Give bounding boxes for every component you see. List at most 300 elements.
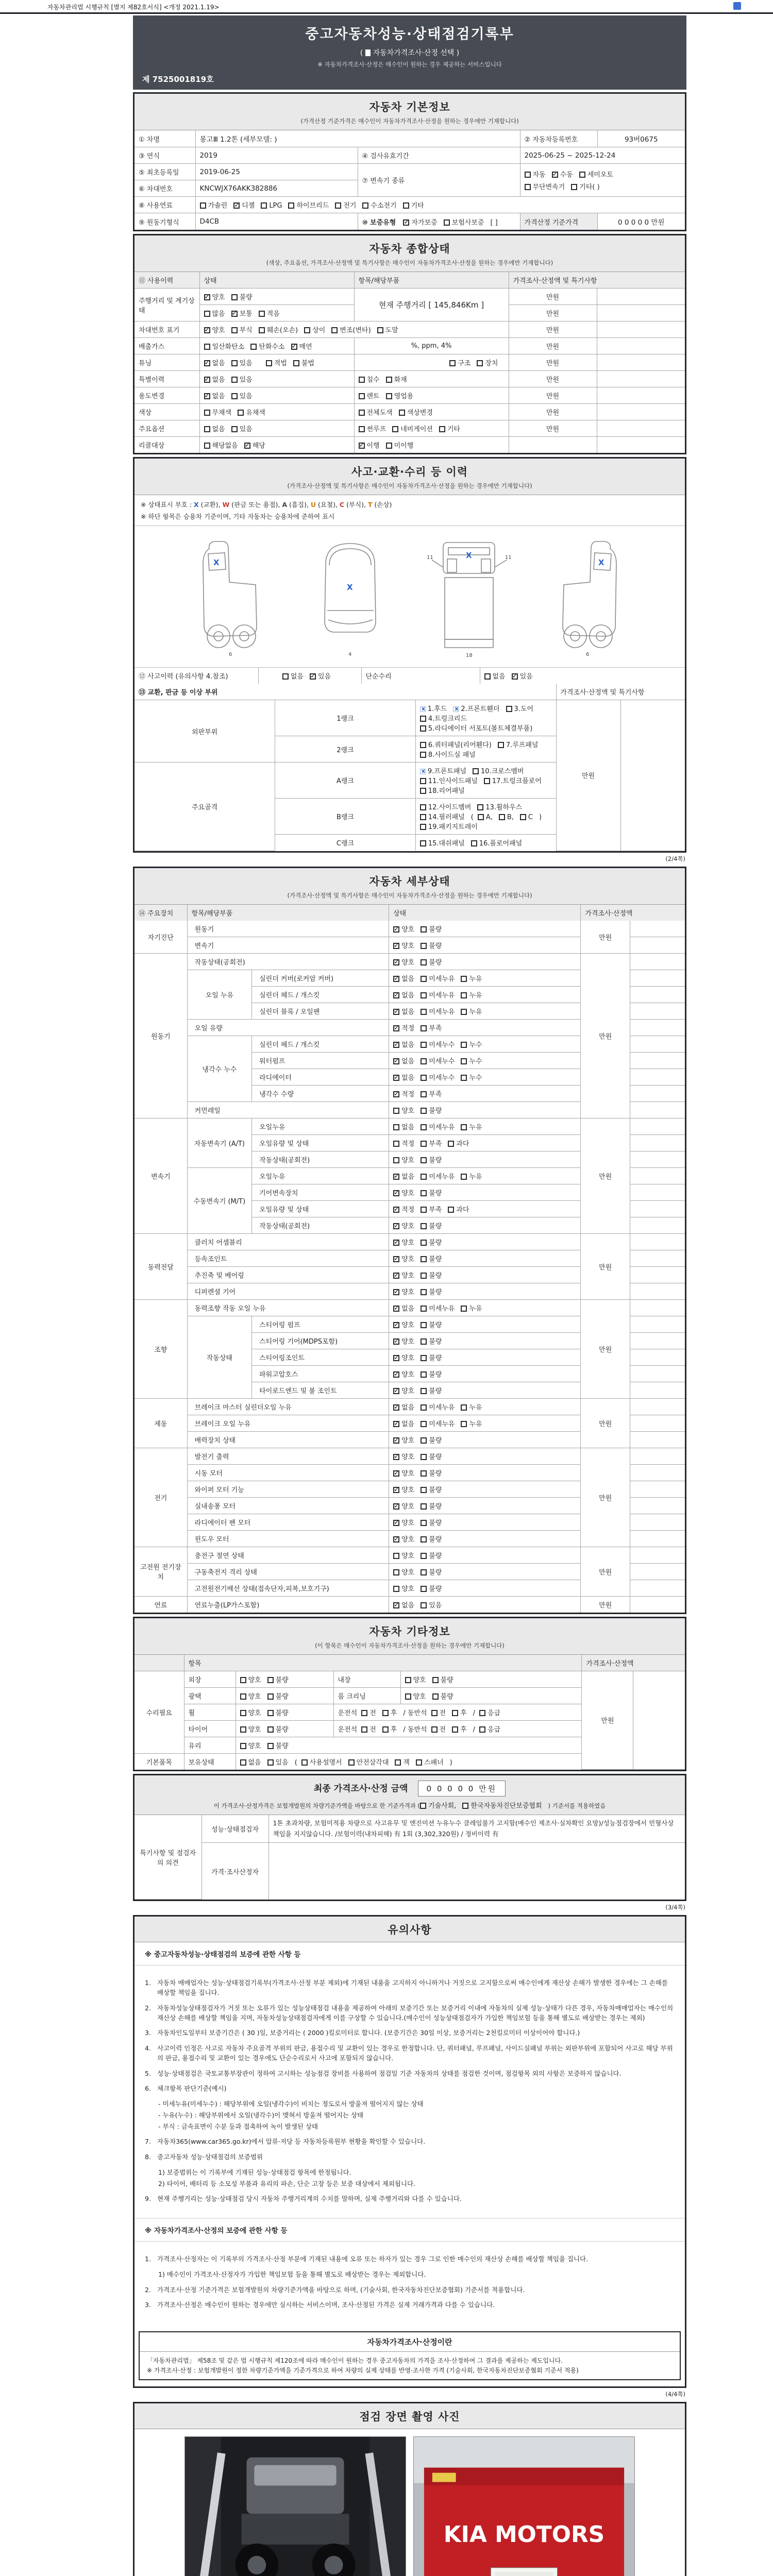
checkbox-option[interactable]: LPG [261,202,282,210]
unchecked-checkbox-icon[interactable] [421,1586,427,1592]
checkbox-option[interactable]: 불량 [421,1253,442,1263]
checked-checkbox-icon[interactable] [512,673,518,680]
checked-checkbox-icon[interactable] [233,202,240,209]
checkbox-option[interactable]: 색상변경 [399,407,433,417]
checkbox-option[interactable]: ✓ 없음 [204,391,225,400]
checkbox-option[interactable]: 15.대쉬패널 [420,838,465,848]
checked-checkbox-icon[interactable] [393,1306,399,1312]
unchecked-checkbox-icon[interactable] [267,1693,274,1700]
checked-checkbox-icon[interactable] [393,1207,399,1213]
checkbox-option[interactable]: ✓ 양호 [393,1270,414,1280]
unchecked-checkbox-icon[interactable] [421,1256,427,1262]
unchecked-checkbox-icon[interactable] [362,202,368,209]
checkbox-option[interactable]: 불량 [267,1740,289,1750]
unchecked-checkbox-icon[interactable] [240,1743,246,1749]
checked-checkbox-icon[interactable] [393,1388,399,1394]
checkbox-option[interactable]: ✓ 없음 [204,374,225,384]
checkbox-option[interactable]: ✓ 없음 [393,1039,414,1049]
checkbox-option[interactable]: 7.루프패널 [498,739,539,749]
unchecked-checkbox-icon[interactable] [421,1091,427,1097]
checkbox-option[interactable]: 불량 [421,1451,442,1461]
checkbox-option[interactable]: 전체도색 [359,407,393,417]
checkbox-option[interactable]: ✓ 양호 [393,1369,414,1379]
checkbox-option[interactable]: 17.트렁크플로어 [484,775,542,785]
checkbox-option[interactable]: 불량 [421,1385,442,1395]
checked-checkbox-icon[interactable] [393,1355,399,1361]
checkbox-option[interactable]: 누유 [461,1122,482,1131]
checkbox-option[interactable]: 구조 [449,358,470,367]
checkbox-option[interactable]: 누수 [461,1072,482,1082]
checkbox-option[interactable]: 부족 [421,1204,442,1214]
unchecked-checkbox-icon[interactable] [361,1726,367,1733]
unchecked-checkbox-icon[interactable] [421,1289,427,1295]
unchecked-checkbox-icon[interactable] [421,1520,427,1526]
unchecked-checkbox-icon[interactable] [231,393,238,399]
checkbox-option[interactable]: 미세누유 [421,990,455,999]
checkbox-option[interactable]: 사용설명서 [301,1757,342,1767]
checkbox-option[interactable]: 불량 [267,1674,289,1684]
unchecked-checkbox-icon[interactable] [259,311,265,317]
unchecked-checkbox-icon[interactable] [231,327,238,333]
checkbox-option[interactable]: 불량 [421,1369,442,1379]
checked-checkbox-icon[interactable] [393,1174,399,1180]
checkbox-option[interactable]: x1.후드 [420,703,447,713]
unchecked-checkbox-icon[interactable] [377,327,383,333]
checked-checkbox-icon[interactable] [393,1240,399,1246]
unchecked-checkbox-icon[interactable] [386,377,392,383]
unchecked-checkbox-icon[interactable] [331,327,338,333]
checked-checkbox-icon[interactable] [393,1536,399,1543]
unchecked-checkbox-icon[interactable] [420,840,426,846]
checkbox-option[interactable]: 썬루프 [359,423,386,433]
checkbox-option[interactable]: 양호 [393,1105,414,1115]
checkbox-option[interactable]: 불량 [432,1674,453,1684]
checkbox-option[interactable]: 있음 [231,358,253,367]
checked-checkbox-icon[interactable] [204,393,210,399]
checkbox-option[interactable]: 도말 [377,325,398,334]
checkbox-option[interactable]: 불량 [421,1534,442,1544]
unchecked-checkbox-icon[interactable] [525,184,531,190]
unchecked-checkbox-icon[interactable] [421,1569,427,1575]
unchecked-checkbox-icon[interactable] [240,1677,246,1683]
checkbox-option[interactable]: ✓양호 [204,292,225,301]
unchecked-checkbox-icon[interactable] [421,1487,427,1493]
unchecked-checkbox-icon[interactable] [204,311,210,317]
checkbox-option[interactable]: 한국자동차진단보증협회 [462,1800,542,1810]
unchecked-checkbox-icon[interactable] [405,1677,411,1683]
checkbox-option[interactable]: 누유 [461,973,482,983]
unchecked-checkbox-icon[interactable] [421,1042,427,1048]
checkbox-option[interactable]: 불량 [421,1583,442,1593]
checkbox-option[interactable]: ✓ 없음 [393,1056,414,1065]
checked-checkbox-icon[interactable] [393,1273,399,1279]
unchecked-checkbox-icon[interactable] [420,725,426,732]
checkbox-option[interactable]: 안전삼각대 [348,1757,389,1767]
checkbox-option[interactable]: 적음 [259,308,280,318]
checked-checkbox-icon[interactable] [393,1404,399,1411]
checkbox-option[interactable]: 부족 [421,1089,442,1098]
unchecked-checkbox-icon[interactable] [421,1058,427,1064]
checkbox-option[interactable]: ✓ 없음 [393,1600,414,1609]
checked-checkbox-icon[interactable] [393,1256,399,1262]
unchecked-checkbox-icon[interactable] [382,1726,389,1733]
unchecked-checkbox-icon[interactable] [421,943,427,949]
checkbox-option[interactable]: 있음 [231,374,253,384]
checkbox-option[interactable]: 영업용 [386,391,414,400]
checkbox-option[interactable]: 16.플로어패널 [471,838,522,848]
unchecked-checkbox-icon[interactable] [421,976,427,982]
checkbox-option[interactable]: 가솔린 [200,200,228,210]
checkbox-option[interactable]: 불량 [421,1270,442,1280]
checkbox-option[interactable]: 후 [382,1724,397,1734]
checked-checkbox-icon[interactable] [291,344,297,350]
checkbox-option[interactable]: 무단변속기 [525,181,565,191]
unchecked-checkbox-icon[interactable] [421,1553,427,1559]
unchecked-checkbox-icon[interactable] [393,1553,399,1559]
checkbox-option[interactable]: ✓ 없음 [393,990,414,999]
unchecked-checkbox-icon[interactable] [431,1710,438,1716]
checked-checkbox-icon[interactable] [393,1487,399,1493]
checkbox-option[interactable]: ✓ 없음 [393,1006,414,1016]
checkbox-option[interactable]: 불량 [421,1517,442,1527]
checkbox-option[interactable]: 양호 [393,1583,414,1593]
checkbox-option[interactable]: 불량 [421,940,442,950]
checkbox-option[interactable]: 불량 [421,1501,442,1511]
unchecked-checkbox-icon[interactable] [421,1273,427,1279]
checked-checkbox-icon[interactable] [393,1437,399,1444]
checkbox-option[interactable]: 렌트 [359,391,380,400]
unchecked-checkbox-icon[interactable] [421,926,427,933]
unchecked-checkbox-icon[interactable] [525,172,531,178]
unchecked-checkbox-icon[interactable] [421,959,427,965]
unchecked-checkbox-icon[interactable] [479,1710,485,1716]
checkbox-option[interactable]: 후 [452,1724,467,1734]
unchecked-checkbox-icon[interactable] [288,202,294,209]
checked-checkbox-icon[interactable] [393,926,399,933]
unchecked-checkbox-icon[interactable] [461,1124,467,1130]
checkbox-option[interactable]: ✓ 양호 [393,1221,414,1230]
checked-checkbox-icon[interactable] [393,1454,399,1460]
unchecked-checkbox-icon[interactable] [231,360,238,366]
checked-checkbox-icon[interactable] [393,1091,399,1097]
checkbox-option[interactable]: 불량 [421,1484,442,1494]
checkbox-option[interactable]: 없음 [484,671,506,681]
checkbox-option[interactable]: 있음 [421,1600,442,1609]
checkbox-option[interactable]: ✓ 없음 [393,1402,414,1412]
checked-checkbox-icon[interactable] [393,1075,399,1081]
checkbox-option[interactable]: 미세누유 [421,973,455,983]
unchecked-checkbox-icon[interactable] [420,742,426,748]
unchecked-checkbox-icon[interactable] [293,360,299,366]
checkbox-option[interactable]: 하이브리드 [288,200,329,210]
checkbox-option[interactable]: x9.프론트패널 [420,766,466,775]
checkbox-option[interactable]: ✓ 양호 [393,1435,414,1445]
unchecked-checkbox-icon[interactable] [421,1075,427,1081]
checkbox-option[interactable]: ✓ 양호 [393,1484,414,1494]
checkbox-option[interactable]: ✓ 수동 [552,169,573,179]
unchecked-checkbox-icon[interactable] [420,788,426,794]
checkbox-option[interactable]: 11.인사이드패널 [420,775,478,785]
unchecked-checkbox-icon[interactable] [421,1388,427,1394]
checkbox-option[interactable]: 누유 [461,990,482,999]
unchecked-checkbox-icon[interactable] [403,202,409,209]
checkbox-option[interactable]: 누유 [461,1171,482,1181]
unchecked-checkbox-icon[interactable] [461,1404,467,1411]
checkbox-option[interactable]: ✓ 양호 [393,1385,414,1395]
unchecked-checkbox-icon[interactable] [421,1536,427,1543]
checkbox-option[interactable]: 불량 [421,1237,442,1247]
checkbox-option[interactable]: 기타 [403,200,424,210]
checkbox-option[interactable]: ✓ 양호 [393,957,414,967]
unchecked-checkbox-icon[interactable] [461,1306,467,1312]
checked-checkbox-icon[interactable] [204,327,210,333]
unchecked-checkbox-icon[interactable] [393,1569,399,1575]
checkbox-option[interactable]: 6.쿼터패널(리어휀다) [420,739,492,749]
unchecked-checkbox-icon[interactable] [395,1759,401,1766]
checkbox-option[interactable]: 응급 [479,1724,500,1734]
checked-checkbox-icon[interactable] [359,443,365,449]
checkbox-option[interactable]: 없음 [282,671,304,681]
unchecked-checkbox-icon[interactable] [484,673,491,680]
checked-checkbox-icon[interactable] [393,1025,399,1031]
checkbox-option[interactable]: 양호 [240,1674,261,1684]
checkbox-option[interactable]: 기타 [439,423,460,433]
checkbox-option[interactable]: 전 [431,1707,446,1717]
unchecked-checkbox-icon[interactable] [421,1338,427,1345]
checked-checkbox-icon[interactable] [393,1289,399,1295]
unchecked-checkbox-icon[interactable] [421,1602,427,1608]
checkbox-option[interactable]: ✓ 양호 [393,1352,414,1362]
unchecked-checkbox-icon[interactable] [461,976,467,982]
checkbox-option[interactable]: ✓ 적정 [393,1023,414,1032]
checked-checkbox-icon[interactable] [393,1520,399,1526]
checkbox-option[interactable]: ✓ 양호 [393,1517,414,1527]
checked-checkbox-icon[interactable] [393,1338,399,1345]
checkbox-option[interactable]: 누수 [461,1039,482,1049]
checkbox-option[interactable]: 없음 [393,1122,414,1131]
unchecked-checkbox-icon[interactable] [421,1355,427,1361]
checkbox-option[interactable]: 미이행 [386,440,414,450]
unchecked-checkbox-icon[interactable] [421,1141,427,1147]
checked-checkbox-icon[interactable] [393,976,399,982]
unchecked-checkbox-icon[interactable] [204,410,210,416]
unchecked-checkbox-icon[interactable] [571,184,577,190]
checkbox-option[interactable]: 양호 [240,1707,261,1717]
checkbox-option[interactable]: 있음 [231,391,253,400]
checkbox-option[interactable]: 불량 [267,1724,289,1734]
checkbox-option[interactable]: 양호 [393,1550,414,1560]
checkbox-option[interactable]: 미세누유 [421,1418,455,1428]
unchecked-checkbox-icon[interactable] [259,327,265,333]
unchecked-checkbox-icon[interactable] [461,1009,467,1015]
unchecked-checkbox-icon[interactable] [359,377,365,383]
checkbox-option[interactable]: 없음 [204,423,225,433]
unchecked-checkbox-icon[interactable] [421,1207,427,1213]
checkbox-option[interactable]: ✓ 양호 [393,1468,414,1478]
unchecked-checkbox-icon[interactable] [421,1470,427,1477]
checkbox-option[interactable]: ✓ 양호 [393,1501,414,1511]
checkbox-option[interactable]: ✓ 보통 [231,308,253,318]
checkbox-option[interactable]: 많음 [204,308,225,318]
checkbox-option[interactable]: 불량 [421,1188,442,1197]
checked-checkbox-icon[interactable] [393,1223,399,1229]
unchecked-checkbox-icon[interactable] [421,1421,427,1427]
unchecked-checkbox-icon[interactable] [393,1157,399,1163]
checked-checkbox-icon[interactable] [204,360,210,366]
unchecked-checkbox-icon[interactable] [240,1759,246,1766]
checkbox-option[interactable]: 14.필러패널 [420,811,465,821]
checkbox-option[interactable]: 5.라디에이터 서포트(볼트체결부품) [420,723,533,733]
unchecked-checkbox-icon[interactable] [267,1743,274,1749]
checkbox-option[interactable]: 누수 [461,1056,482,1065]
checked-checkbox-icon[interactable] [231,311,238,317]
checkbox-option[interactable]: ✓ 있음 [512,671,533,681]
unchecked-checkbox-icon[interactable] [204,443,210,449]
checkbox-option[interactable]: 일산화탄소 [204,341,245,351]
app-badge-icon[interactable] [733,2,741,10]
checkbox-option[interactable]: 미세누수 [421,1056,455,1065]
unchecked-checkbox-icon[interactable] [421,1009,427,1015]
unchecked-checkbox-icon[interactable] [452,1710,458,1716]
unchecked-checkbox-icon[interactable] [386,393,392,399]
checkbox-option[interactable]: ✓ 양호 [393,1188,414,1197]
unchecked-checkbox-icon[interactable] [448,1141,454,1147]
checkbox-option[interactable]: 불량 [421,1105,442,1115]
unchecked-checkbox-icon[interactable] [231,426,238,432]
unchecked-checkbox-icon[interactable] [452,1726,458,1733]
unchecked-checkbox-icon[interactable] [579,172,585,178]
checkbox-option[interactable]: 변조(변타) [331,325,371,334]
checkbox-option[interactable]: 있음 [231,423,253,433]
unchecked-checkbox-icon[interactable] [421,1437,427,1444]
unchecked-checkbox-icon[interactable] [498,742,504,748]
unchecked-checkbox-icon[interactable] [267,1677,274,1683]
unchecked-checkbox-icon[interactable] [361,1710,367,1716]
checkbox-option[interactable]: ✓ 없음 [393,1303,414,1313]
unchecked-checkbox-icon[interactable] [393,1108,399,1114]
checked-checkbox-icon[interactable] [552,172,558,178]
checkbox-option[interactable]: 누유 [461,1006,482,1016]
unchecked-checkbox-icon[interactable] [204,344,210,350]
checkbox-option[interactable]: 보험사보증 [444,217,484,227]
checkbox-option[interactable]: ✓ 양호 [393,924,414,934]
checkbox-option[interactable]: 유채색 [238,407,265,417]
unchecked-checkbox-icon[interactable] [421,1025,427,1031]
checkbox-option[interactable]: 양호 [240,1691,261,1701]
unchecked-checkbox-icon[interactable] [484,778,490,784]
unchecked-checkbox-icon[interactable] [231,294,238,300]
checkbox-option[interactable]: 8.사이드실 패널 [420,749,476,759]
blue-x-checked-checkbox-icon[interactable] [420,769,426,774]
checkbox-option[interactable]: 불량 [267,1707,289,1717]
checkbox-option[interactable]: 부족 [421,1023,442,1032]
checkbox-option[interactable]: x 2.프론트휀더 [453,703,499,713]
checkbox-option[interactable]: ✓ 적정 [393,1204,414,1214]
unchecked-checkbox-icon[interactable] [420,778,426,784]
unchecked-checkbox-icon[interactable] [432,1693,439,1700]
checkbox-option[interactable]: 해당없음 [204,440,238,450]
unchecked-checkbox-icon[interactable] [421,1306,427,1312]
checkbox-option[interactable]: 과다 [448,1204,469,1214]
checkbox-option[interactable]: 4.트렁크리드 [420,713,467,723]
unchecked-checkbox-icon[interactable] [448,1207,454,1213]
checkbox-option[interactable]: 불량 [421,924,442,934]
checkbox-option[interactable]: 불량 [267,1691,289,1701]
checkbox-option[interactable]: ✓ 적정 [393,1089,414,1098]
checkbox-option[interactable]: 3.도어 [506,703,534,713]
checkbox-option[interactable]: 12.사이드멤버 [420,802,471,811]
unchecked-checkbox-icon[interactable] [471,840,477,846]
checkbox-option[interactable]: 적정 [393,1138,414,1148]
unchecked-checkbox-icon[interactable] [231,377,238,383]
checkbox-option[interactable]: ✓ 없음 [393,1171,414,1181]
unchecked-checkbox-icon[interactable] [420,716,426,722]
checkbox-option[interactable]: 상이 [304,325,325,334]
checkbox-option[interactable]: 13.휠하우스 [477,802,522,811]
unchecked-checkbox-icon[interactable] [420,752,426,758]
checkbox-option[interactable]: 불량 [421,1352,442,1362]
checkbox-option[interactable]: 불량 [432,1691,453,1701]
checkbox-option[interactable]: 자동 [525,169,546,179]
unchecked-checkbox-icon[interactable] [478,814,484,820]
unchecked-checkbox-icon[interactable] [421,1157,427,1163]
checkbox-option[interactable]: 누유 [461,1402,482,1412]
checkbox-option[interactable]: 탄화수소 [250,341,284,351]
checkbox-option[interactable]: 미세누유 [421,1006,455,1016]
checked-checkbox-icon[interactable] [393,992,399,998]
checkbox-option[interactable]: 미세누수 [421,1039,455,1049]
checkbox-option[interactable]: 불량 [421,1286,442,1296]
checkbox-option[interactable]: ✓ 양호 [393,1451,414,1461]
unchecked-checkbox-icon[interactable] [432,1677,439,1683]
unchecked-checkbox-icon[interactable] [416,1759,422,1766]
checkbox-option[interactable]: 미세누수 [421,1072,455,1082]
checkbox-option[interactable]: 양호 [393,1155,414,1164]
checked-checkbox-icon[interactable] [393,943,399,949]
unchecked-checkbox-icon[interactable] [461,1174,467,1180]
checkbox-option[interactable]: 응급 [479,1707,500,1717]
blue-x-checked-checkbox-icon[interactable] [420,706,426,712]
unchecked-checkbox-icon[interactable] [421,1190,427,1196]
unchecked-checkbox-icon[interactable] [204,426,210,432]
checkbox-option[interactable]: 불량 [421,1435,442,1445]
unchecked-checkbox-icon[interactable] [238,410,244,416]
checkbox-option[interactable]: 불량 [421,1221,442,1230]
checked-checkbox-icon[interactable] [244,443,250,449]
checkbox-option[interactable]: 화재 [386,374,407,384]
unchecked-checkbox-icon[interactable] [240,1726,246,1733]
unchecked-checkbox-icon[interactable] [301,1759,308,1766]
unchecked-checkbox-icon[interactable] [461,1058,467,1064]
unchecked-checkbox-icon[interactable] [431,1726,438,1733]
checkbox-option[interactable]: 미세누유 [421,1303,455,1313]
unchecked-checkbox-icon[interactable] [421,1322,427,1328]
checkbox-option[interactable]: 불량 [421,1319,442,1329]
unchecked-checkbox-icon[interactable] [421,1503,427,1510]
checkbox-option[interactable]: 세미오토 [579,169,613,179]
checkbox-option[interactable]: C [520,814,533,821]
unchecked-checkbox-icon[interactable] [520,814,526,820]
unchecked-checkbox-icon[interactable] [240,1693,246,1700]
checked-checkbox-icon[interactable] [393,1421,399,1427]
unchecked-checkbox-icon[interactable] [421,1223,427,1229]
checkbox-option[interactable]: 전 [361,1724,376,1734]
unchecked-checkbox-icon[interactable] [499,814,505,820]
checked-checkbox-icon[interactable] [393,959,399,965]
unchecked-checkbox-icon[interactable] [382,1710,389,1716]
checkbox-option[interactable]: 불법 [293,358,314,367]
unchecked-checkbox-icon[interactable] [304,327,310,333]
